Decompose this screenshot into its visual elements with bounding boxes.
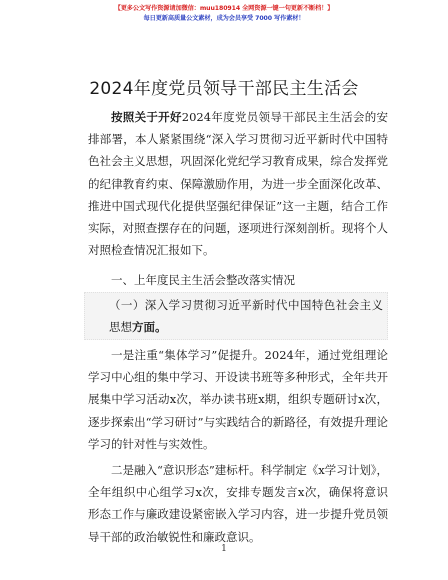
intro-text: 2024年度党员领导干部民主生活会的安排部署，本人紧紧围绕“深入学习贯彻习近平新时代中国特色社会主义思想，巩固深化党纪学习教育成果，综合发挥党的纪律教育约束、保障激励作用，为进一步全面深化改革、推进中国式现代化提供坚强纪律保证”这一主题，结合工作实际，对照查摆存在的问题，逐项进行深刻剖析。现将个人对照检查情况汇报如下。 [88,110,388,258]
document-body [88,106,388,548]
subsection-heading-text: （一）深入学习贯彻习近平新时代中国特色社会主义思想 [109,297,383,334]
paragraph-collective-study: 一是注重“集体学习”促提升。2024年，通过党组理论学习中心组的集中学习、开设读书班等多种形式，全年共开展集中学习活动x次，举办读书班x期，组织专题研讨x次，逐步探索出“学习研讨”与实践结合的新路径，有效提升理论学习的针对性与实效性。 [88,348,388,451]
paragraph-ideology: 二是融入“意识形态”建标杆。科学制定《x学习计划》，全年组织中心组学习x次，安排专题发言x次，确保将意识形态工作与廉政建设紧密嵌入学习内容，进一步提升党员领导干部的政治敏锐性和廉政意识。 [88,463,388,544]
intro-paragraph [88,106,388,261]
promo-line-2: 每日更新高质量公文素材，成为会员享受 7000 写作素材！ [143,15,305,22]
document-title: 2024年度党员领导干部民主生活会 [89,79,359,99]
page-number: 1 [221,544,227,554]
intro-lead: 按照关于开好 [111,110,182,124]
section-heading-1: 一、上年度民主生活会整改落实情况 [111,273,295,288]
subsection-heading-bold: 方面。 [132,319,167,334]
subsection-heading-1 [84,292,388,340]
promo-line-1: 【更多公文写作资源请加微信：muu180914 全网资源一键一句更新不断档！】 [114,5,334,12]
promo-banner [0,4,448,24]
